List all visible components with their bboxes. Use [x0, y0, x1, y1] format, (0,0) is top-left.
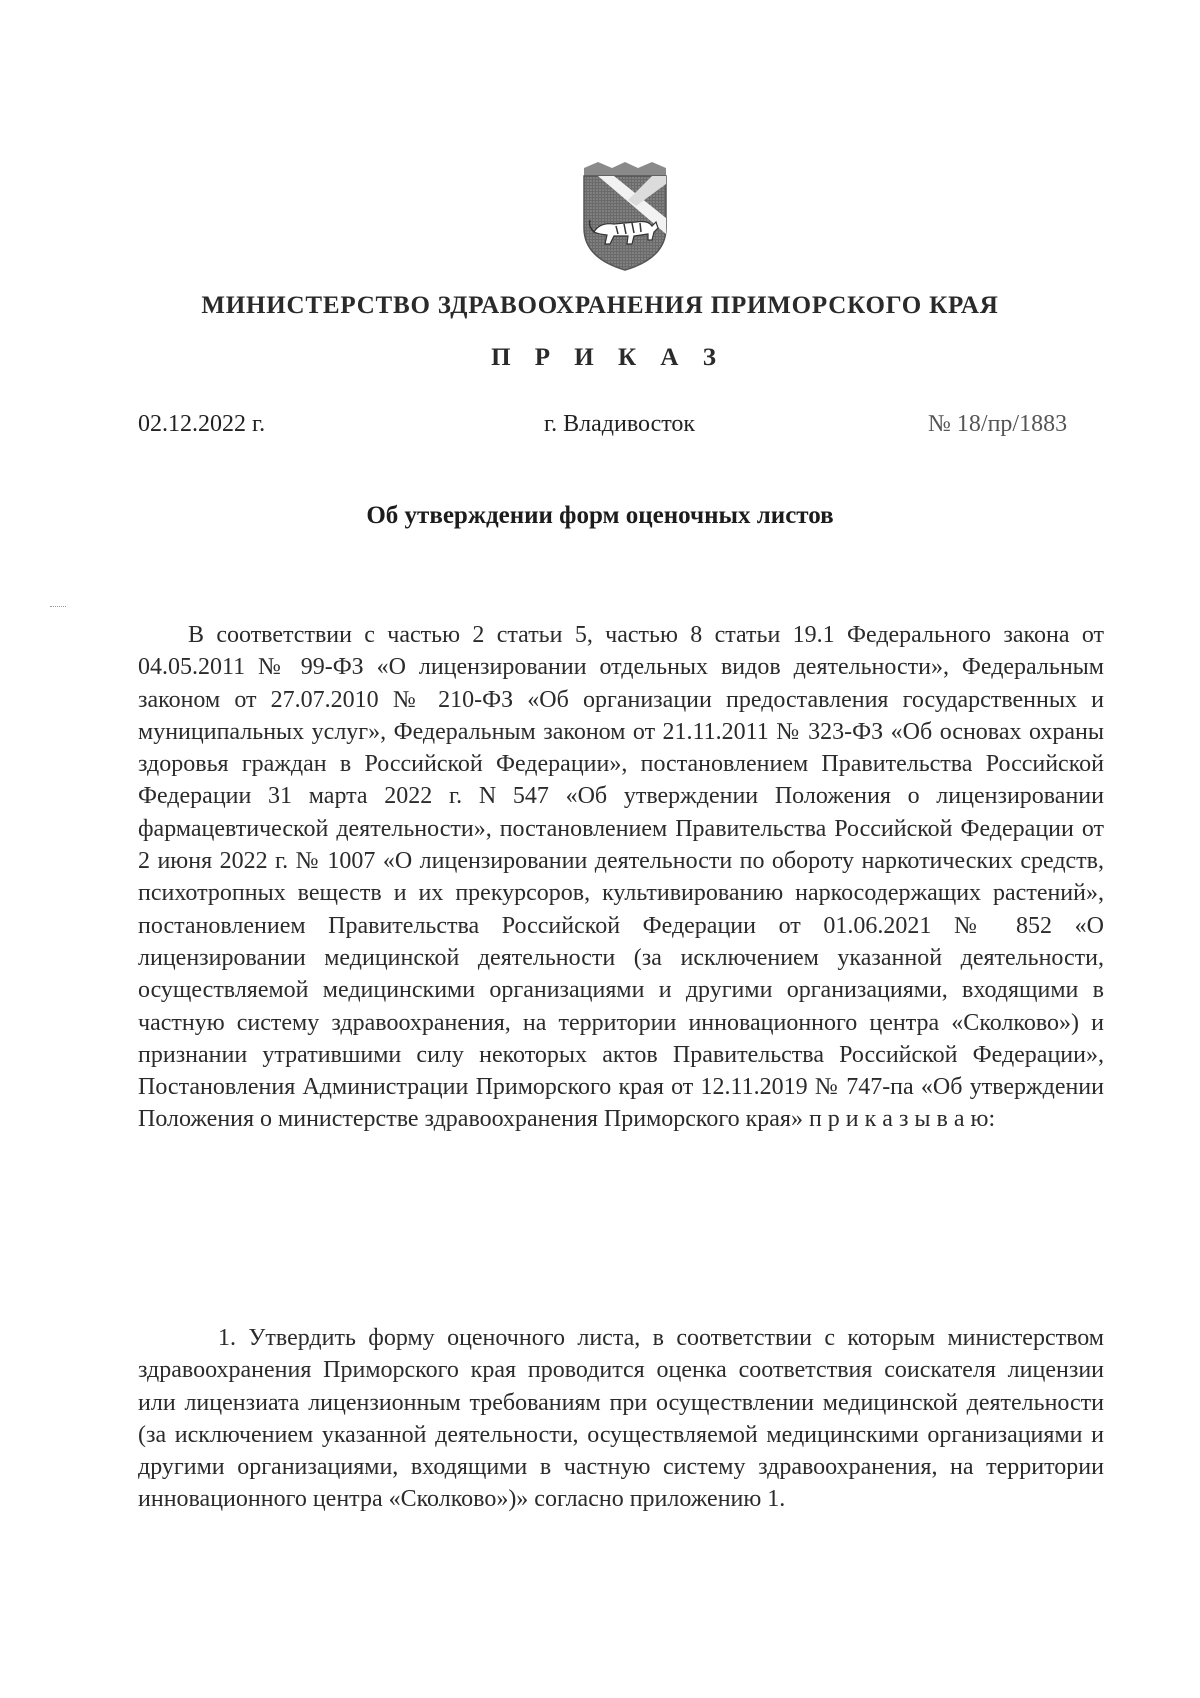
preamble-paragraph: В соответствии с частью 2 статьи 5, частью 8 статьи 19.1 Федерального закона от 04.05.2011 № 99-ФЗ «О лицензировании отдельных видов деятельности», Федеральным законом от 27.07.2010 № 210-ФЗ «Об организации предоставления государственных и муниципальных услуг», Федеральным законом от 21.11.2011 № 323-ФЗ «Об основах охраны здоровья граждан в Российской Федерации», постановлением Правительства Российской Федерации 31 марта 2022 г. N 547 «Об утверждении Положения о лицензировании фармацевтической деятельности», постановлением Правительства Российской Федерации от 2 июня 2022 г. № 1007 «О лицензировании деятельности по обороту наркотических средств, психотропных веществ и их прекурсоров, культивированию наркосодержащих растений», постановлением Правительства Российской Федерации от 01.06.2021 № 852 «О лицензировании медицинской деятельности (за исключением указанной деятельности, осуществляемой медицинскими организациями и другими организациями, входящими в частную систему здравоохранения, на территории инновационного центра «Сколково») и признании утратившими силу некоторых актов Правительства Российской Федерации», Постановления Администрации Приморского края от 12.11.2019 № 747-па «Об утверждении Положения о министерстве здравоохранения Приморского края» п р и к а з ы в а ю: [138, 622, 1104, 1133]
coat-of-arms-icon [578, 162, 672, 272]
order-city: г. Владивосток [544, 411, 696, 437]
order-subject: Об утверждении форм оценочных листов [366, 502, 834, 529]
clause-paragraph: 1. Утвердить форму оценочного листа, в соответствии с которым министерством здравоохранения Приморского края проводится оценка соответствия соискателя лицензии или лицензиата лицензионным требованиям при осуществлении медицинской деятельности (за исключением указанной деятельности, осуществляемой медицинскими организациями и другими организациями, входящими в частную систему здравоохранения, на территории инновационного центра «Сколково»)» согласно приложению 1. [138, 1325, 1104, 1513]
scan-mark [50, 606, 66, 608]
order-number: № 18/пр/1883 [928, 411, 1068, 437]
ministry-name: МИНИСТЕРСТВО ЗДРАВООХРАНЕНИЯ ПРИМОРСКОГО КРАЯ [201, 292, 999, 319]
order-title: П Р И К А З [491, 344, 725, 371]
order-date: 02.12.2022 г. [138, 411, 266, 437]
